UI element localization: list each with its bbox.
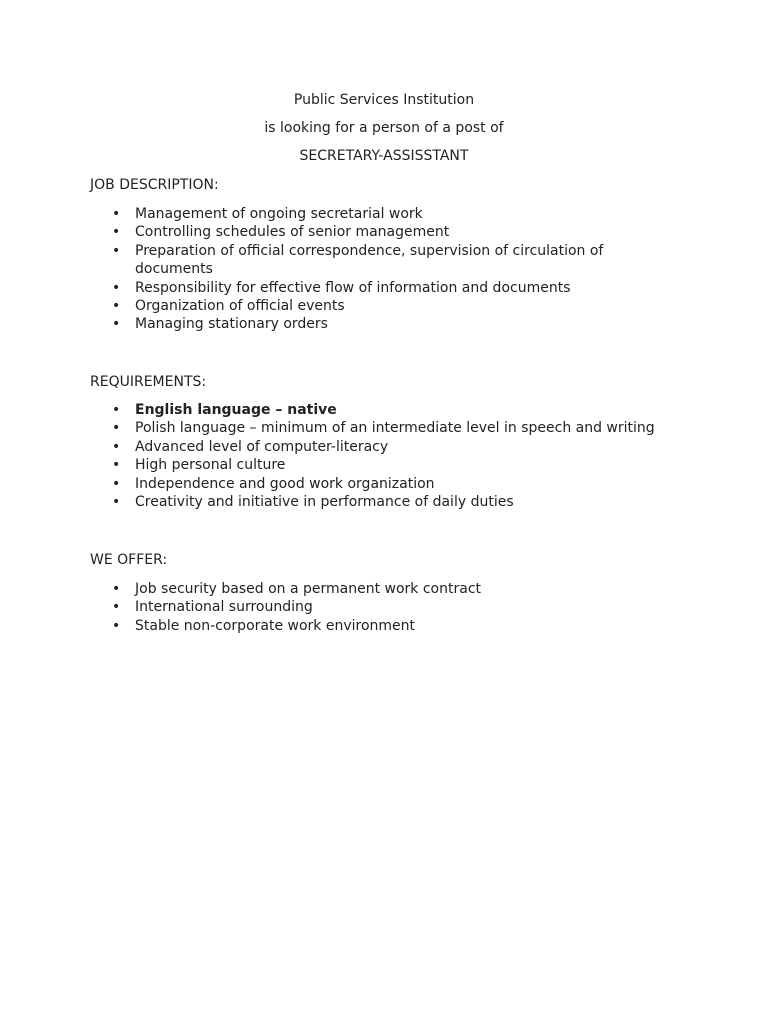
list-item-text: Management of ongoing secretarial work <box>135 206 423 222</box>
list-item <box>0 598 768 616</box>
bullet-icon: • <box>112 438 121 455</box>
list-item <box>0 401 768 419</box>
list-item-text: Stable non-corporate work environment <box>135 617 416 634</box>
list-item-text: Creativity and initiative in performance of daily duties <box>135 494 514 511</box>
list-item-text: High personal culture <box>135 457 286 474</box>
bullet-icon: • <box>112 581 121 597</box>
list-item-text: Preparation of official correspondence, supervision of circulation of documents <box>135 242 604 278</box>
organization-name: Public Services Institution <box>293 92 475 108</box>
bullet-icon: • <box>112 316 121 333</box>
requirements-heading: REQUIREMENTS: <box>90 374 207 390</box>
bullet-icon: • <box>112 298 121 315</box>
list-item <box>0 242 768 279</box>
list-item-text: Controlling schedules of senior management <box>135 224 450 241</box>
bullet-icon: • <box>112 617 121 634</box>
list-item <box>0 279 768 297</box>
list-item-text: Job security based on a permanent work contract <box>135 581 482 597</box>
job-description-heading: JOB DESCRIPTION: <box>90 177 219 193</box>
list-item-text: Independence and good work organization <box>135 475 435 492</box>
bullet-icon: • <box>112 475 121 492</box>
list-item <box>0 475 768 493</box>
list-item <box>0 438 768 456</box>
list-item <box>0 205 768 223</box>
intro-line: is looking for a person of a post of <box>264 120 504 136</box>
list-item <box>0 297 768 315</box>
list-item-text: Organization of official events <box>135 298 345 315</box>
bullet-icon: • <box>112 599 121 616</box>
list-item <box>0 419 768 437</box>
bullet-icon: • <box>112 224 121 241</box>
bullet-icon: • <box>112 206 121 222</box>
list-item-text: Responsibility for effective flow of information and documents <box>135 279 571 296</box>
list-item <box>0 315 768 333</box>
requirements-list <box>0 401 768 511</box>
list-item-text: Advanced level of computer-literacy <box>135 438 389 455</box>
bullet-icon: • <box>112 402 121 418</box>
bullet-icon: • <box>112 457 121 474</box>
list-item <box>0 617 768 635</box>
list-item-text: English language – native <box>135 402 337 418</box>
list-item-text: International surrounding <box>135 599 313 616</box>
bullet-icon: • <box>112 242 121 259</box>
offer-heading: WE OFFER: <box>90 552 168 568</box>
job-description-list <box>0 205 768 334</box>
list-item <box>0 456 768 474</box>
list-item <box>0 493 768 511</box>
position-title: SECRETARY-ASSISSTANT <box>299 148 469 164</box>
bullet-icon: • <box>112 420 121 437</box>
bullet-icon: • <box>112 279 121 296</box>
offer-list <box>0 580 768 635</box>
list-item <box>0 580 768 598</box>
list-item <box>0 223 768 241</box>
list-item-text: Managing stationary orders <box>135 316 328 333</box>
bullet-icon: • <box>112 494 121 511</box>
list-item-text: Polish language – minimum of an intermediate level in speech and writing <box>135 420 655 437</box>
